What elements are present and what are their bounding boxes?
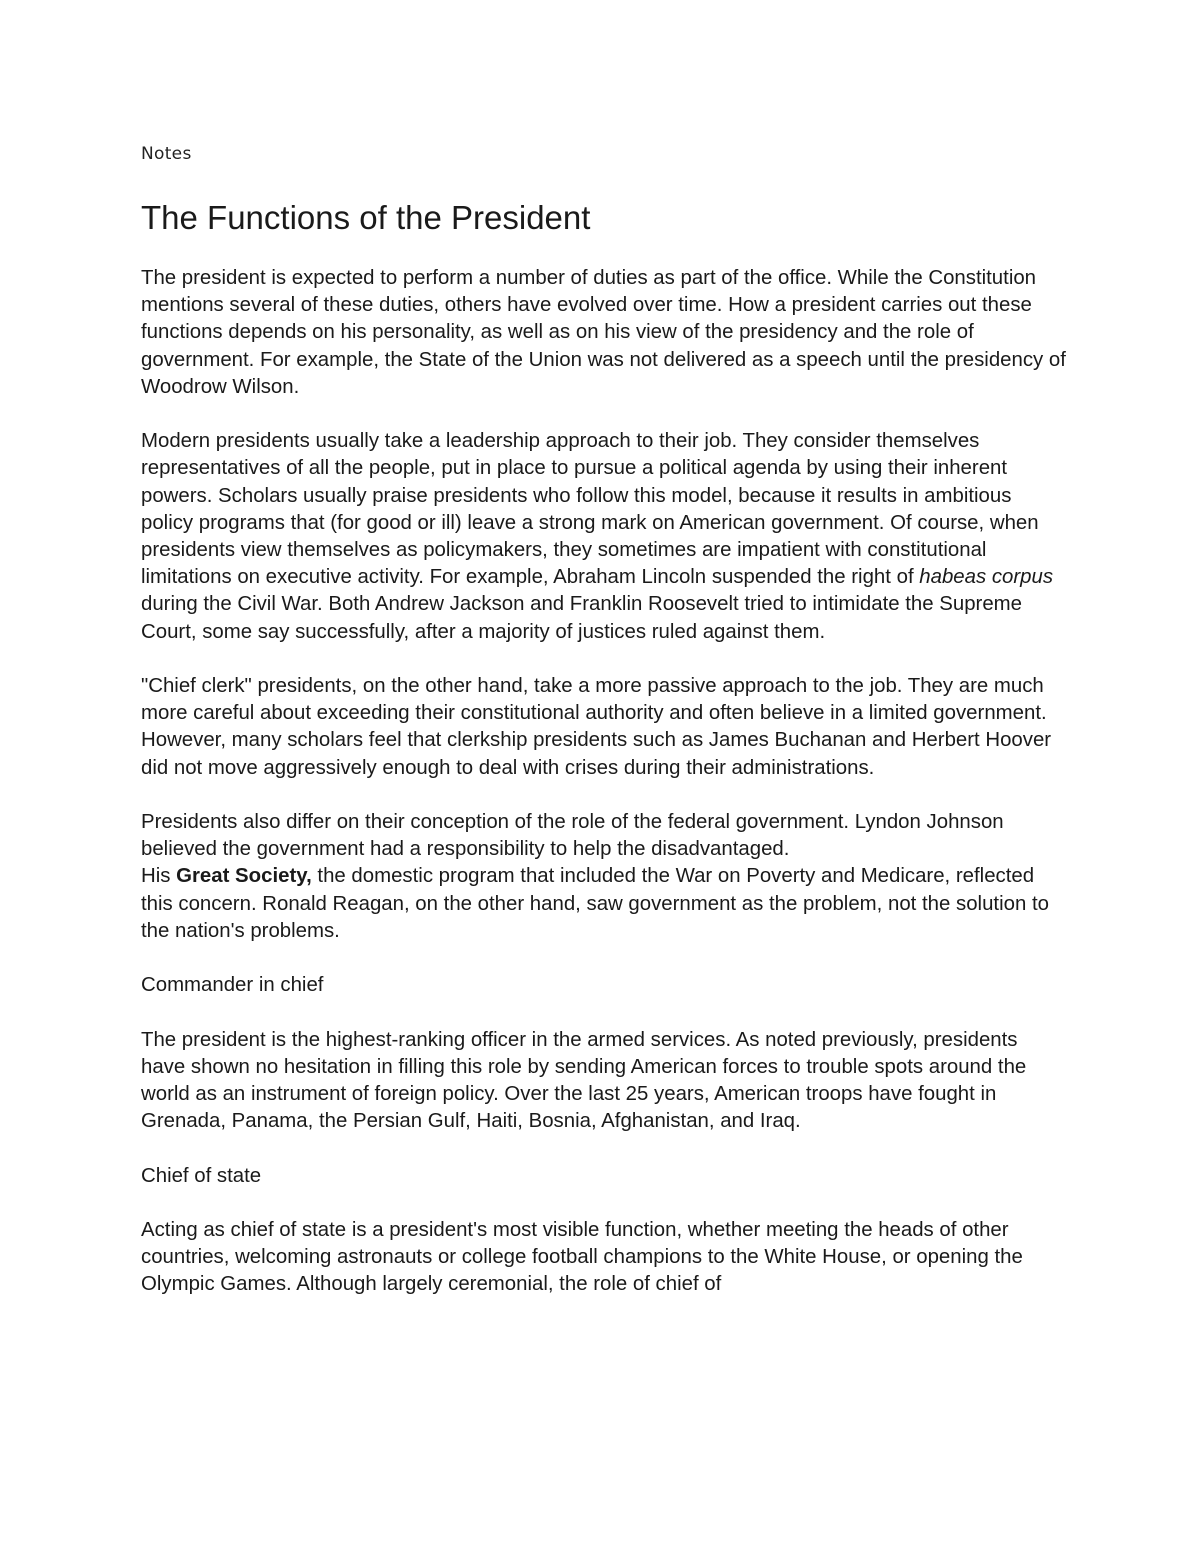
paragraph-modern-presidents <box>141 428 1066 646</box>
paragraph-text: Presidents also differ on their conception of the role of the federal government. Lyndon Johnson believed the government had a responsibility to help the disadvantaged. <box>141 811 1004 861</box>
section-heading-chief-of-state: Chief of state <box>141 1164 262 1187</box>
paragraph-text: Modern presidents usually take a leadership approach to their job. They consider themselves representatives of all the people, put in place to pursue a political agenda by using their inherent powers. Scholars usually praise presidents who follow this model, because it results in ambitious policy programs that (for good or ill) leave a strong mark on American government. Of course, when presidents view themselves as policymakers, they sometimes are impatient with constitutional limitations on executive activity. For example, Abraham Lincoln suspended the right of <box>141 430 1039 589</box>
document-body <box>141 265 1066 1326</box>
paragraph-text: the domestic program that included the War on Poverty and Medicare, reflected this concern. Ronald Reagan, on the other hand, saw government as the problem, not the solution to the nation's problems. <box>141 865 1049 942</box>
paragraph-commander: The president is the highest-ranking officer in the armed services. As noted previously, presidents have shown no hesitation in filling this role by sending American forces to trouble spots around the world as an instrument of foreign policy. Over the last 25 years, American troops have fought in Grenada, Panama, the Persian Gulf, Haiti, Bosnia, Afghanistan, and Iraq. <box>141 1028 1027 1133</box>
paragraph-text: His <box>141 865 177 888</box>
paragraph-chief-of-state: Acting as chief of state is a president's most visible function, whether meeting the heads of other countries, welcoming astronauts or college football champions to the White House, or opening the Olympic Games. Although largely ceremonial, the role of chief of <box>141 1219 1023 1296</box>
page-title: The Functions of the President <box>141 199 591 236</box>
italic-term-habeas-corpus: habeas corpus <box>919 566 1054 589</box>
notes-label: Notes <box>141 144 192 164</box>
paragraph-text: during the Civil War. Both Andrew Jackson and Franklin Roosevelt tried to intimidate the Supreme Court, some say successfully, after a majority of justices ruled against them. <box>141 593 1023 643</box>
bold-term-great-society: Great Society, <box>176 865 312 888</box>
paragraph-federal-role <box>141 809 1066 945</box>
paragraph-intro: The president is expected to perform a number of duties as part of the office. While the Constitution mentions several of these duties, others have evolved over time. How a president carries out these functions depends on his personality, as well as on his view of the presidency and the role of government. For example, the State of the Union was not delivered as a speech until the presidency of Woodrow Wilson. <box>141 267 1066 398</box>
section-heading-commander: Commander in chief <box>141 974 324 997</box>
paragraph-chief-clerk: "Chief clerk" presidents, on the other hand, take a more passive approach to the job. They are much more careful about exceeding their constitutional authority and often believe in a limited government. However, many scholars feel that clerkship presidents such as James Buchanan and Herbert Hoover did not move aggressively enough to deal with crises during their administrations. <box>141 675 1052 779</box>
